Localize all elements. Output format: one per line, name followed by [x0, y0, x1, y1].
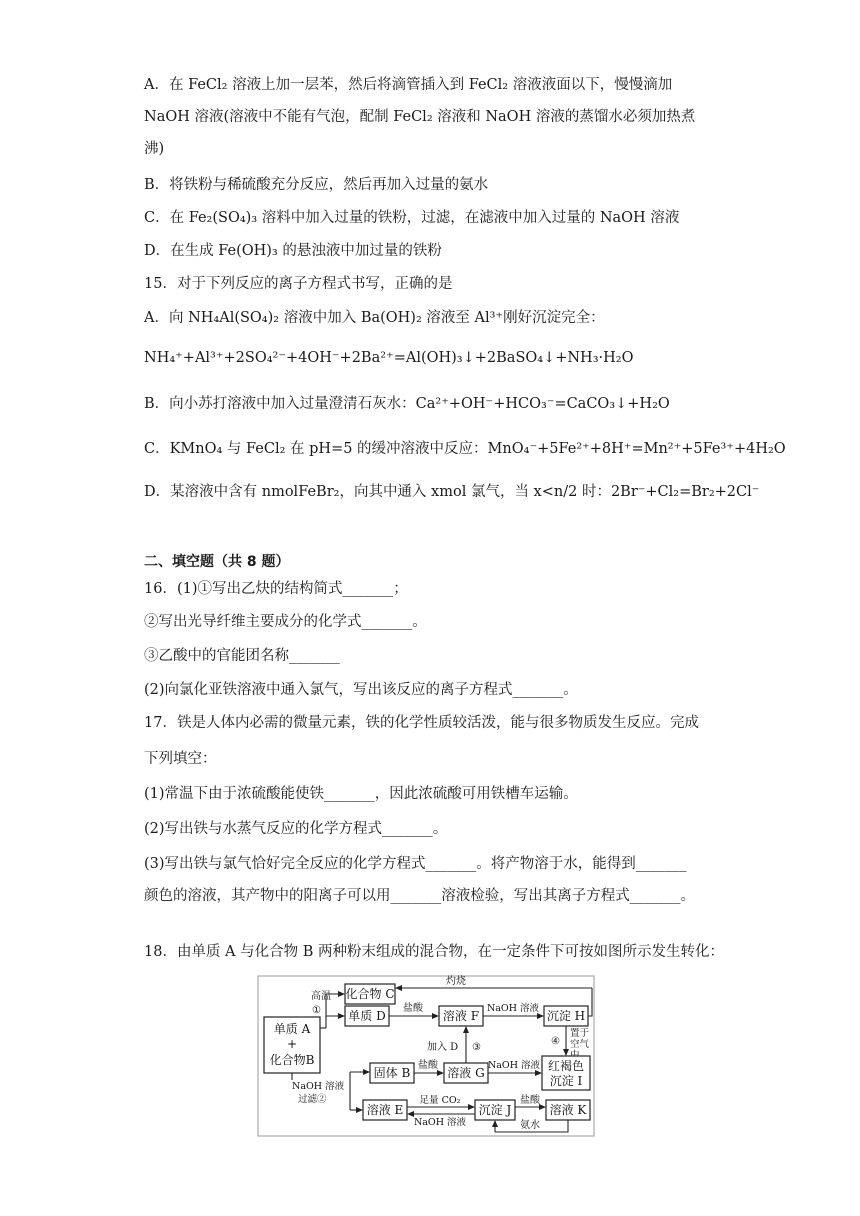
q17-line4: (2)写出铁与水蒸气反应的化学方程式_______。 — [144, 821, 448, 837]
box-start-line2: + — [286, 1037, 298, 1051]
label-naoh-bottom: NaOH 溶液 — [413, 1117, 467, 1128]
box-compound-c-label: 化合物 C — [345, 987, 395, 1001]
box-solution-f-label: 溶液 F — [442, 1009, 480, 1023]
q14-option-a-line1: A．在 FeCl₂ 溶液上加一层苯，然后将滴管插入到 FeCl₂ 溶液液面以下，慢慢滴加 — [144, 77, 673, 93]
label-ammonia: 氨水 — [520, 1120, 540, 1131]
box-element-d-label: 单质 D — [348, 1009, 386, 1023]
label-naoh-mid: NaOH 溶液 — [487, 1060, 541, 1071]
q17-line1: 17．铁是人体内必需的微量元素，铁的化学性质较活泼，能与很多物质发生反应。完成 — [144, 715, 699, 731]
q15-stem: 15．对于下列反应的离子方程式书写，正确的是 — [144, 276, 453, 292]
label-gaowen: 高温 — [311, 991, 331, 1002]
q15-option-b: B．向小苏打溶液中加入过量澄清石灰水：Ca²⁺+OH⁻+HCO₃⁻=CaCO₃↓+H₂O — [144, 396, 670, 412]
q17-line6: 颜色的溶液，其产物中的阳离子可以用_______溶液检验，写出其离子方程式_______。 — [144, 888, 695, 904]
q14-option-c: C．在 Fe₂(SO₄)₃ 溶料中加入过量的铁粉，过滤，在滤液中加入过量的 NaOH 溶液 — [144, 210, 680, 226]
q14-option-b: B．将铁粉与稀硫酸充分反应，然后再加入过量的氨水 — [144, 177, 489, 193]
conversion-flow-diagram — [255, 972, 600, 1144]
label-step3: ③ — [472, 1042, 481, 1053]
q17-line3: (1)常温下由于浓硫酸能使铁_______，因此浓硫酸可用铁槽车运输。 — [144, 786, 578, 802]
box-precipitate-j-label: 沉淀 J — [478, 1103, 512, 1117]
box-precipitate-h-label: 沉淀 H — [546, 1009, 586, 1023]
q15-option-c: C．KMnO₄ 与 FeCl₂ 在 pH=5 的缓冲溶液中反应：MnO₄⁻+5Fe²⁺+8H⁺=Mn²⁺+5Fe³⁺+4H₂O — [144, 441, 786, 457]
q14-option-a-line2: NaOH 溶液(溶液中不能有气泡，配制 FeCl₂ 溶液和 NaOH 溶液的蒸馏水必须加热煮 — [144, 109, 696, 125]
box-solution-g-label: 溶液 G — [447, 1066, 485, 1080]
box-start-line3: 化合物B — [269, 1053, 315, 1067]
box-solution-e-label: 溶液 E — [366, 1103, 404, 1117]
label-naoh-filter-2: 过滤② — [298, 1094, 327, 1105]
label-co2: 足量 CO₂ — [419, 1095, 461, 1106]
label-hcl-top: 盐酸 — [403, 1003, 423, 1014]
q16-line1: 16．(1)①写出乙炔的结构简式_______； — [144, 581, 408, 597]
box-solid-b-label: 固体 B — [373, 1066, 411, 1080]
q18-stem: 18．由单质 A 与化合物 B 两种粉末组成的混合物，在一定条件下可按如图所示发生转化： — [144, 944, 725, 960]
q16-line4: (2)向氯化亚铁溶液中通入氯气，写出该反应的离子方程式_______。 — [144, 682, 578, 698]
q14-option-a-line3: 沸) — [144, 141, 165, 157]
q17-line5: (3)写出铁与氯气恰好完全反应的化学方程式_______。将产物溶于水，能得到_______ — [144, 856, 687, 872]
label-air-1: 置于 — [570, 1028, 590, 1039]
label-add-d: 加入 D — [427, 1042, 459, 1053]
label-zhuoshao: 灼烧 — [446, 976, 466, 987]
q16-line2: ②写出光导纤维主要成分的化学式_______。 — [144, 614, 427, 630]
q15-option-a-line1: A．向 NH₄Al(SO₄)₂ 溶液中加入 Ba(OH)₂ 溶液至 Al³⁺刚好沉淀完全： — [144, 310, 605, 326]
q15-option-d: D．某溶液中含有 nmolFeBr₂，向其中通入 xmol 氯气，当 x<n/2 时：2Br⁻+Cl₂=Br₂+2Cl⁻ — [144, 484, 760, 500]
q14-option-d: D．在生成 Fe(OH)₃ 的悬浊液中加过量的铁粉 — [144, 243, 442, 259]
q16-line3: ③乙酸中的官能团名称_______ — [144, 648, 340, 664]
label-step1: ① — [312, 1005, 321, 1016]
label-air-2: 空气 — [570, 1039, 590, 1050]
box-solution-k-label: 溶液 K — [549, 1103, 587, 1117]
label-hcl-bottom: 盐酸 — [520, 1095, 540, 1106]
label-step4: ④ — [551, 1036, 560, 1047]
box-start-line1: 单质 A — [273, 1022, 311, 1036]
q15-option-a-line2: NH₄⁺+Al³⁺+2SO₄²⁻+4OH⁻+2Ba²⁺=Al(OH)₃↓+2BaSO₄↓+NH₃·H₂O — [144, 350, 634, 366]
box-redbrown-line1: 红褐色 — [547, 1059, 585, 1073]
q17-line2: 下列填空： — [144, 751, 217, 767]
label-naoh-filter-1: NaOH 溶液 — [292, 1081, 345, 1092]
label-naoh-top: NaOH 溶液 — [486, 1003, 540, 1014]
box-redbrown-line2: 沉淀 I — [549, 1074, 583, 1088]
label-hcl-mid: 盐酸 — [418, 1060, 438, 1071]
section-heading: 二、填空题（共 8 题） — [144, 554, 290, 570]
